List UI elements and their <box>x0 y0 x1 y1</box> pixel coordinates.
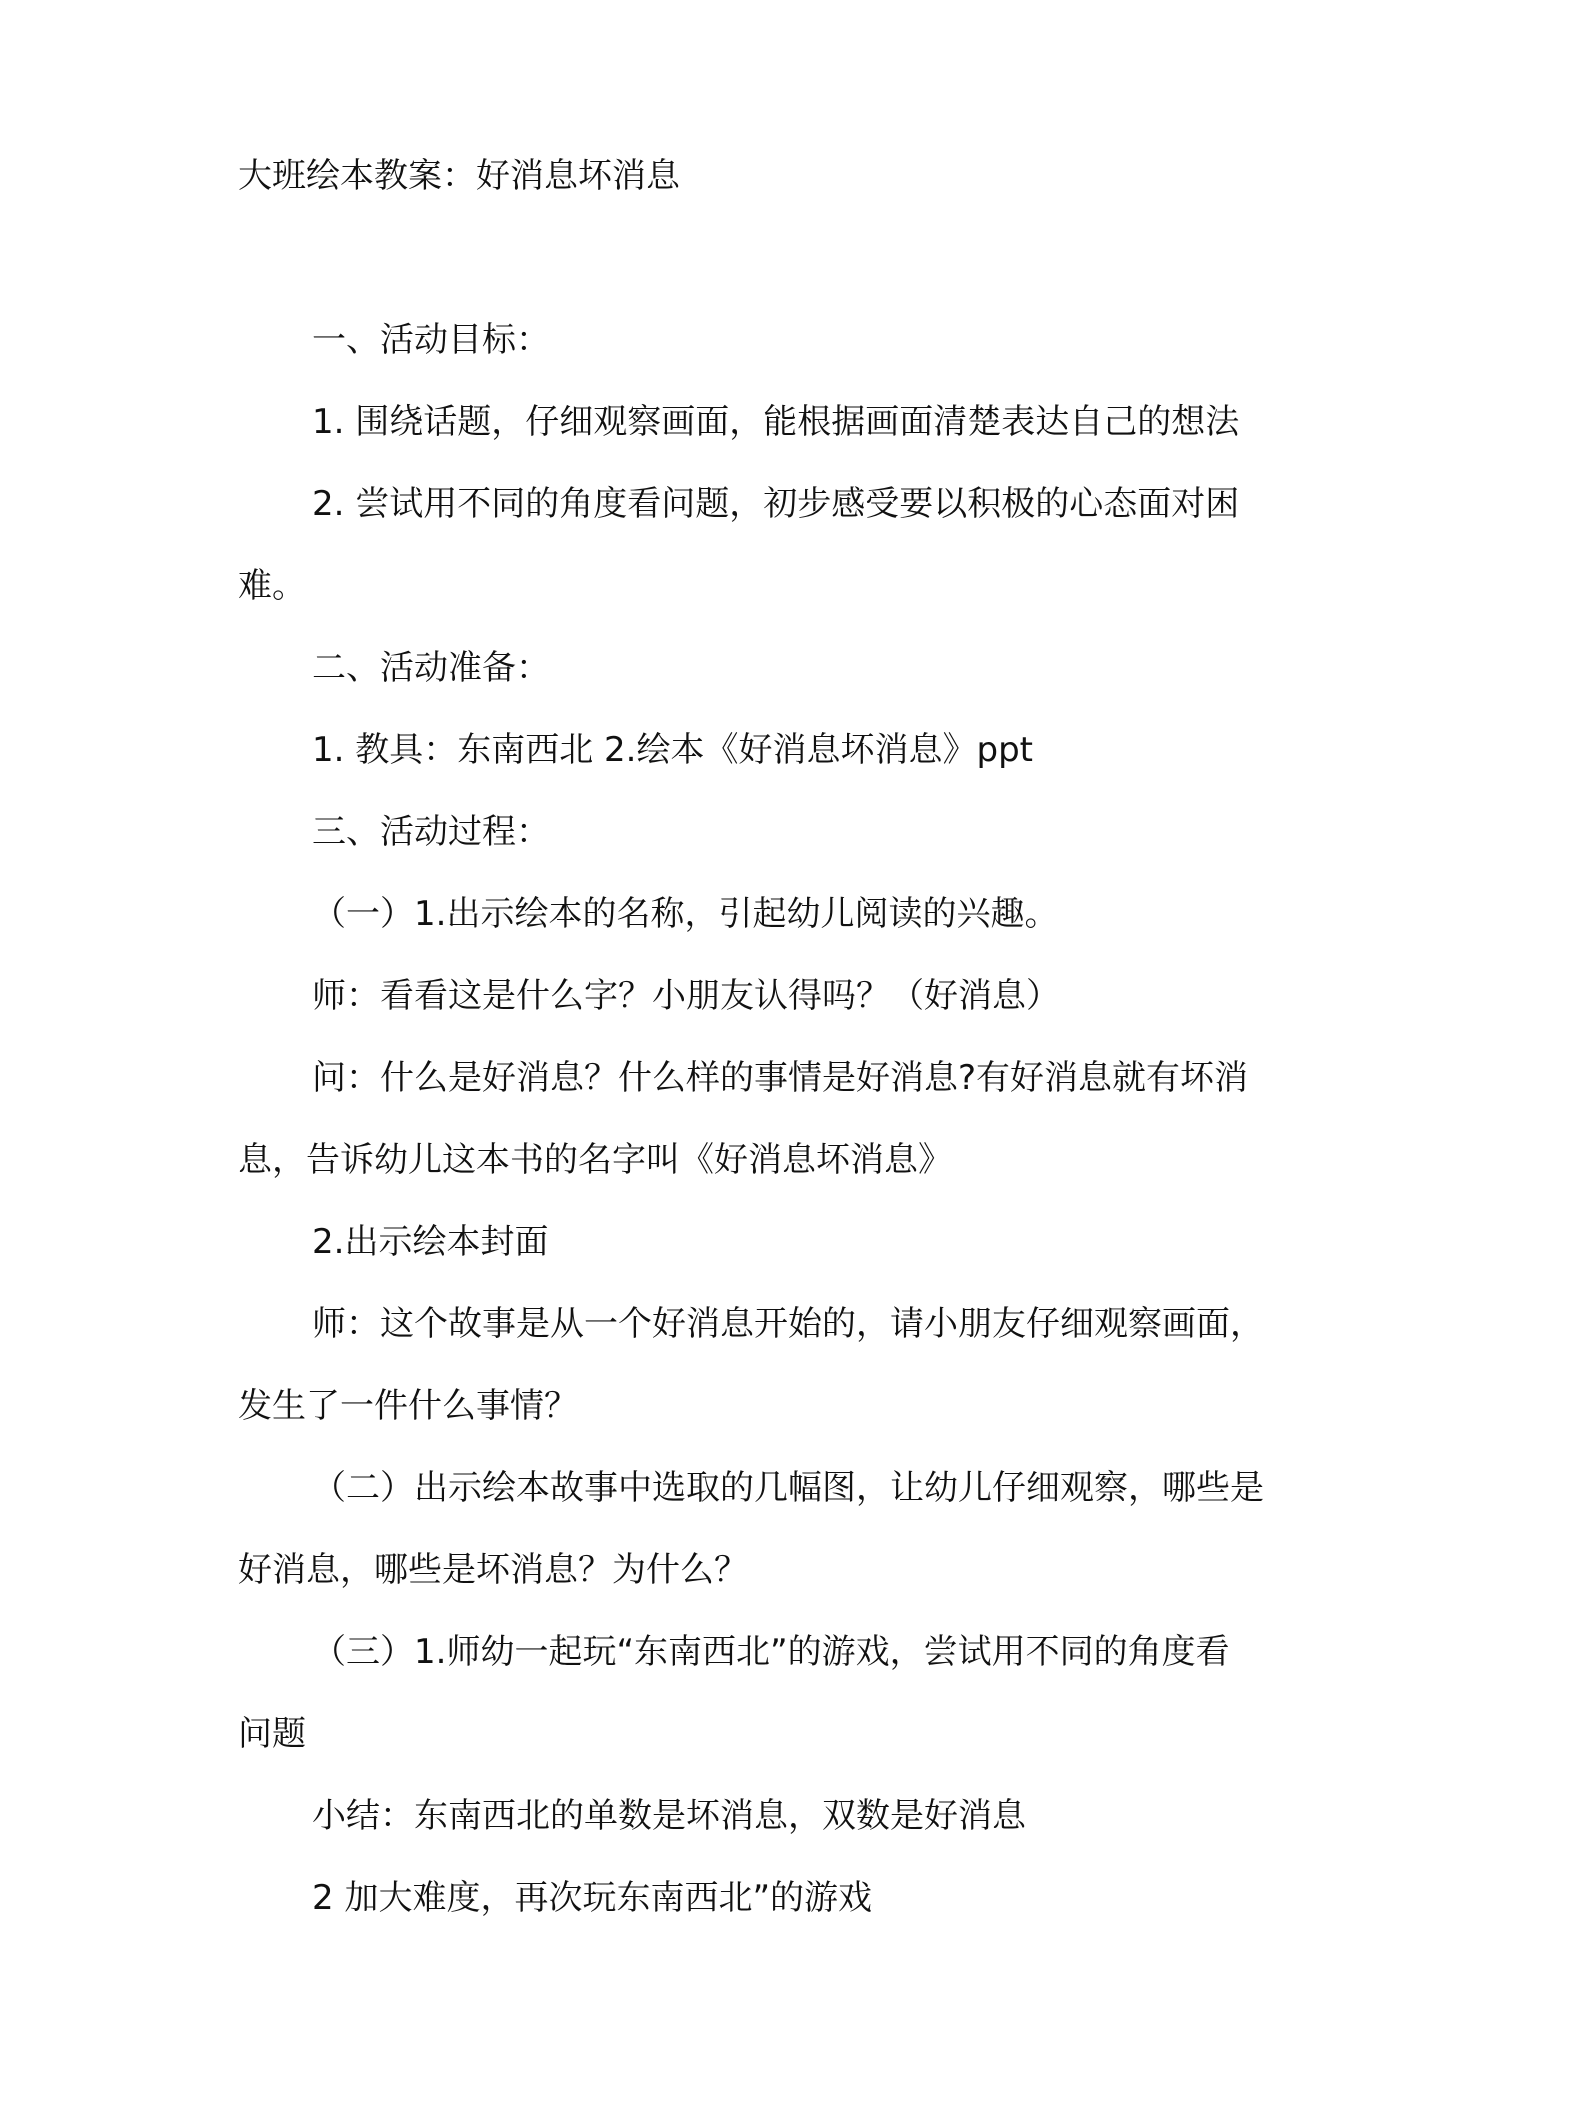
document-title: 大班绘本教案：好消息坏消息 <box>238 156 680 196</box>
paragraph <box>238 791 1333 873</box>
paragraph <box>238 1447 1333 1611</box>
paragraph <box>238 1611 1333 1775</box>
paragraph-line: 1. 教具：东南西北 2.绘本《好消息坏消息》ppt <box>312 730 1033 770</box>
paragraph-line: 问：什么是好消息？什么样的事情是好消息?有好消息就有坏消 <box>312 1058 1249 1098</box>
paragraph <box>238 709 1333 791</box>
paragraph <box>238 627 1333 709</box>
paragraph <box>238 873 1333 955</box>
paragraph-line: 师：看看这是什么字？小朋友认得吗？（好消息） <box>312 976 1060 1016</box>
paragraph-line: 2. 尝试用不同的角度看问题，初步感受要以积极的心态面对困 <box>312 484 1240 524</box>
paragraph <box>238 1201 1333 1283</box>
paragraph-line: （一）1.出示绘本的名称，引起幼儿阅读的兴趣。 <box>312 894 1059 934</box>
paragraph <box>238 381 1333 463</box>
paragraph <box>238 1857 1333 1939</box>
paragraph-line: 三、活动过程： <box>312 812 550 852</box>
paragraph-line: 2 加大难度，再次玩东南西北”的游戏 <box>312 1878 873 1918</box>
paragraph <box>238 299 1333 381</box>
paragraph-line: 小结：东南西北的单数是坏消息，双数是好消息 <box>312 1796 1026 1836</box>
paragraph-line: 难。 <box>238 566 306 606</box>
paragraph-line: （三）1.师幼一起玩“东南西北”的游戏，尝试用不同的角度看 <box>312 1632 1230 1672</box>
paragraph <box>238 955 1333 1037</box>
paragraph-line: 2.出示绘本封面 <box>312 1222 549 1262</box>
paragraph <box>238 1037 1333 1201</box>
paragraph-line: 发生了一件什么事情？ <box>238 1386 578 1426</box>
paragraph <box>238 463 1333 627</box>
paragraph-line: （二）出示绘本故事中选取的几幅图，让幼儿仔细观察，哪些是 <box>312 1468 1264 1508</box>
paragraph-line: 问题 <box>238 1714 306 1754</box>
document-page <box>238 135 1333 1939</box>
document-body <box>238 299 1333 1939</box>
paragraph-line: 好消息，哪些是坏消息？为什么？ <box>238 1550 748 1590</box>
paragraph <box>238 1283 1333 1447</box>
paragraph-line: 一、活动目标： <box>312 320 550 360</box>
blank-line <box>238 217 1333 299</box>
paragraph-line: 二、活动准备： <box>312 648 550 688</box>
paragraph-line: 师：这个故事是从一个好消息开始的，请小朋友仔细观察画面， <box>312 1304 1264 1344</box>
paragraph-line: 1. 围绕话题，仔细观察画面，能根据画面清楚表达自己的想法 <box>312 402 1240 442</box>
paragraph <box>238 1775 1333 1857</box>
paragraph-line: 息，告诉幼儿这本书的名字叫《好消息坏消息》 <box>238 1140 952 1180</box>
